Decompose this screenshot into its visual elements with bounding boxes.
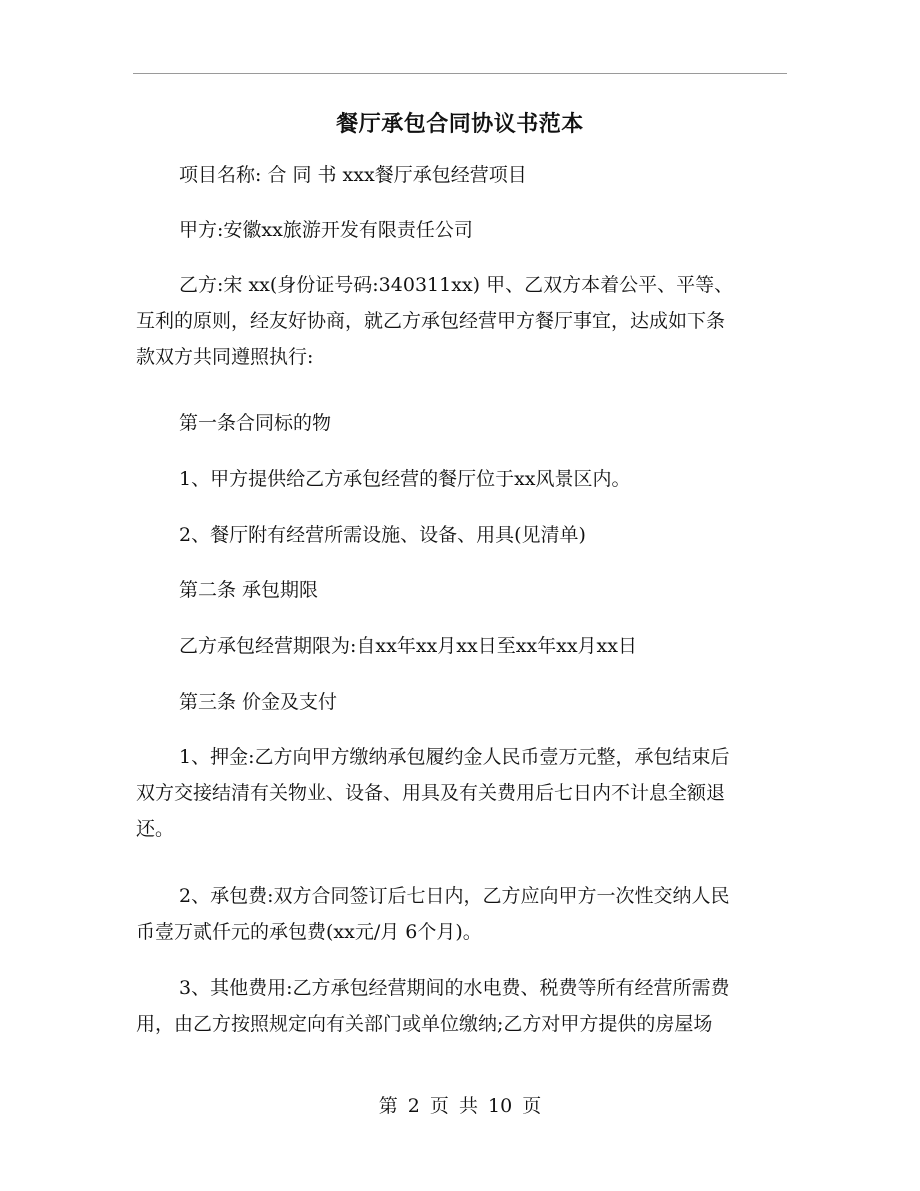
text-line: 甲方:安徽xx旅游开发有限责任公司 [179,219,473,241]
paragraph-project-name [136,157,792,193]
text-line: 2、承包费:双方合同签订后七日内，乙方应向甲方一次性交纳人民 [179,885,730,907]
clause-1-2 [136,517,792,553]
paragraph-party-a [136,212,792,248]
clause-3-3 [136,970,792,1042]
text-line: 款双方共同遵照执行: [136,346,314,368]
text-line: 2、餐厅附有经营所需设施、设备、用具(见清单) [179,524,586,546]
section-heading-article-2 [136,572,792,608]
text-line: 还。 [136,818,175,840]
text-line: 互利的原则，经友好协商，就乙方承包经营甲方餐厅事宜，达成如下条 [136,310,726,332]
text-line: 币壹万贰仟元的承包费(xx元/月 6个月)。 [136,921,482,943]
section-heading-article-1 [136,405,792,441]
text-line: 双方交接结清有关物业、设备、用具及有关费用后七日内不计息全额退 [136,782,726,804]
text-line: 用，由乙方按照规定向有关部门或单位缴纳;乙方对甲方提供的房屋场 [136,1013,713,1035]
text-line: 项目名称: 合 同 书 xxx餐厅承包经营项目 [179,164,527,186]
text-line: 3、其他费用:乙方承包经营期间的水电费、税费等所有经营所需费 [179,977,730,999]
clause-term [136,628,792,664]
clause-3-1 [136,739,792,847]
text-line: 1、甲方提供给乙方承包经营的餐厅位于xx风景区内。 [179,468,631,490]
header-rule [133,73,787,74]
text-line: 乙方:宋 xx(身份证号码:340311xx) 甲、乙双方本着公平、平等、 [179,274,734,296]
text-line: 1、押金:乙方向甲方缴纳承包履约金人民币壹万元整，承包结束后 [179,746,730,768]
clause-1-1 [136,461,792,497]
section-heading-article-3 [136,684,792,720]
paragraph-party-b [136,267,792,375]
clause-3-2 [136,878,792,950]
text-line: 乙方承包经营期限为:自xx年xx月xx日至xx年xx月xx日 [179,635,637,657]
document-title: 餐厅承包合同协议书范本 [336,111,584,137]
text-line: 第二条 承包期限 [179,579,319,601]
text-line: 第一条合同标的物 [179,412,332,434]
page-number: 第 2 页 共 10 页 [378,1095,542,1117]
text-line: 第三条 价金及支付 [179,691,338,713]
